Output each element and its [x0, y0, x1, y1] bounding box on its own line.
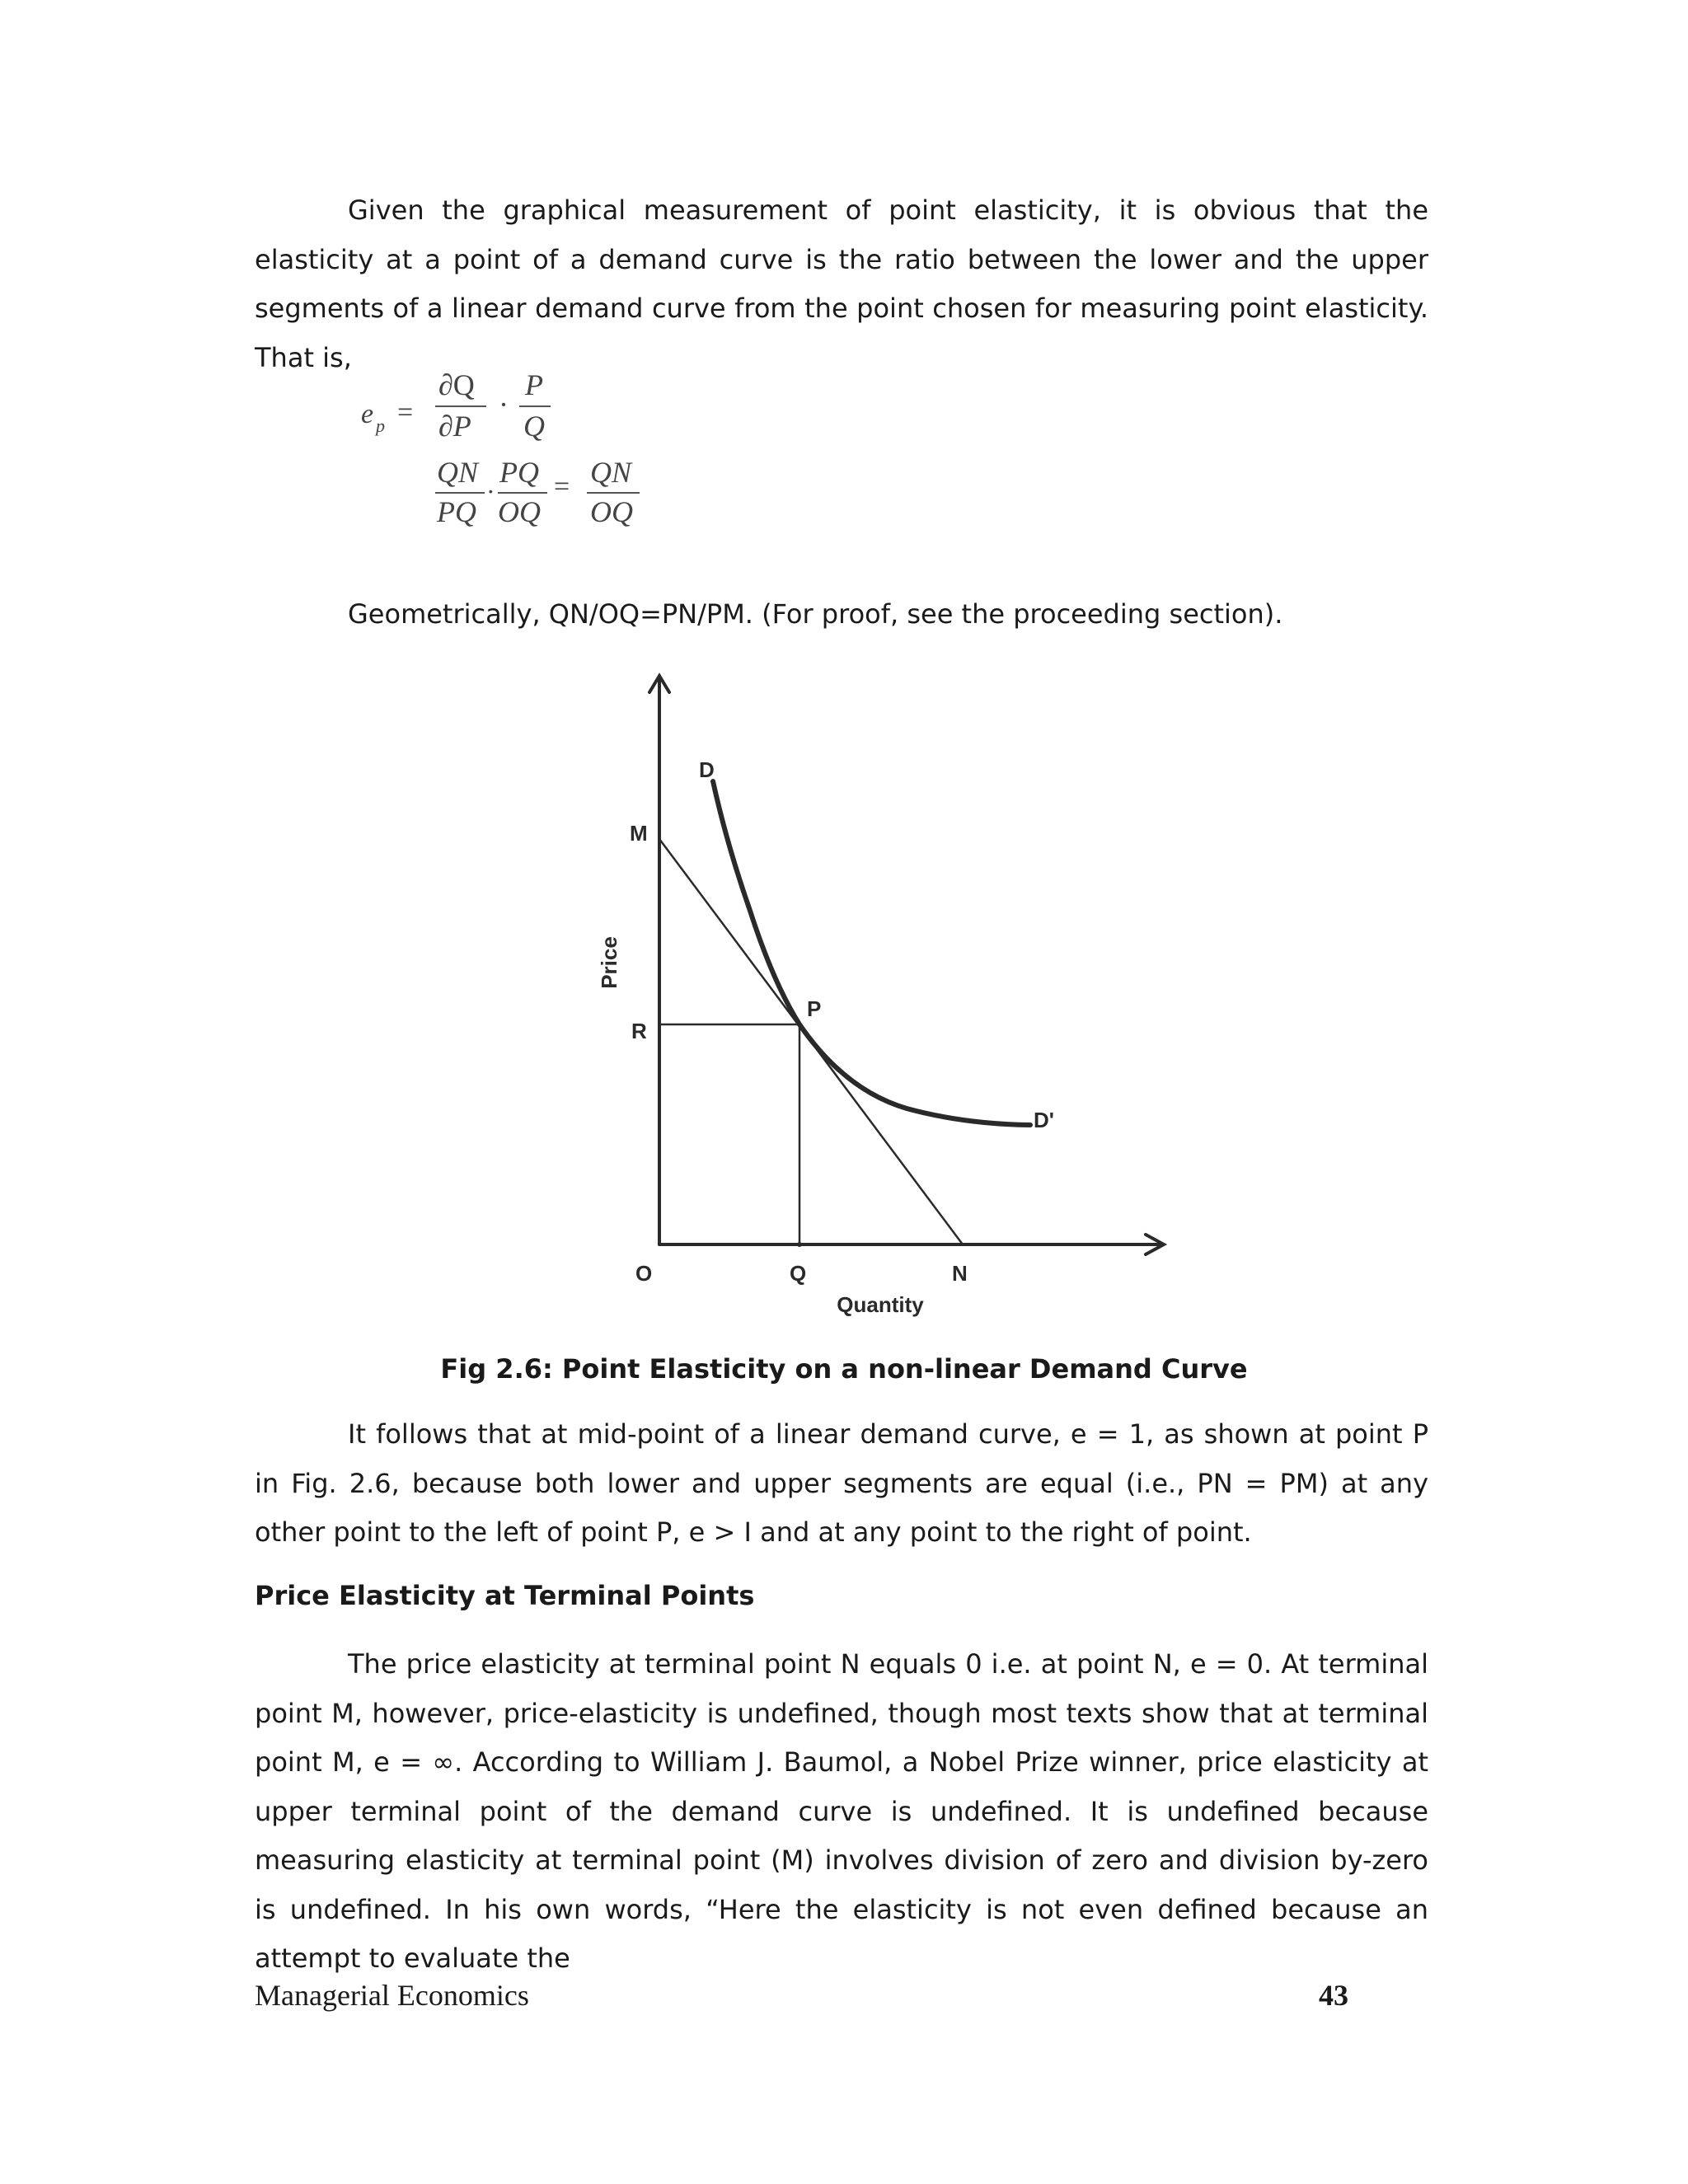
paragraph-geometric: Geometrically, QN/OQ=PN/PM. (For proof, see the proceeding section). — [348, 598, 1283, 630]
formula-fraction-5-denominator: OQ — [590, 495, 633, 528]
formula-lhs-subscript: p — [376, 415, 385, 436]
formula-fraction-1-denominator: ∂P — [438, 410, 471, 443]
paragraph-intro: Given the graphical measurement of point elasticity, it is obvious that the elasticity at a point of a demand curve is the ratio between the lower and the upper segments of a linear demand curve from the point chosen for measuring point elasticity. That is, — [255, 194, 1428, 373]
label-r: R — [631, 1019, 647, 1043]
formula-fraction-4-denominator: OQ — [498, 495, 541, 528]
formula-fraction-bar — [435, 405, 486, 407]
formula-fraction-bar — [498, 492, 547, 494]
formula-dot: · — [499, 388, 509, 421]
paragraph-terminal-points: The price elasticity at terminal point N equals 0 i.e. at point N, e = 0. At terminal point M, however, price-elasticity is undefined, though most texts show that at terminal point M, e = ∞. According to William J. Baumol, a Nobel Prize winner, price elasticity at upper terminal point of the demand curve is undefined. It is undefined because measuring elasticity at terminal point (M) involves division of zero and division by-zero is undefined. In his own words, “Here the elasticity is not even defined because an attempt to evaluate the — [255, 1648, 1428, 1974]
page-number: 43 — [1319, 1979, 1348, 2012]
formula-fraction-bar — [519, 405, 551, 407]
section-heading: Price Elasticity at Terminal Points — [255, 1580, 755, 1611]
label-d-prime: D' — [1034, 1108, 1054, 1132]
formula-fraction-3-denominator: PQ — [437, 495, 476, 528]
formula-fraction-3-numerator: QN — [437, 456, 479, 489]
formula-equals-2: = — [554, 471, 570, 502]
label-q: Q — [790, 1261, 807, 1286]
formula-fraction-4-numerator: PQ — [499, 456, 539, 489]
formula-equals: = — [397, 397, 414, 428]
footer-title: Managerial Economics — [255, 1979, 529, 2012]
paragraph-midpoint: It follows that at mid-point of a linear demand curve, e = 1, as shown at point P in Fig. 2.6, because both lower and upper segments are equal (i.e., PN = PM) at any other point to the left of point P, e > I and at any point to the right of point. — [255, 1418, 1428, 1548]
elasticity-formula — [354, 363, 668, 544]
x-axis-label: Quantity — [837, 1292, 924, 1317]
label-p: P — [807, 996, 822, 1021]
formula-fraction-1-numerator: ∂Q — [438, 368, 475, 401]
formula-fraction-2-denominator: Q — [523, 410, 545, 443]
formula-fraction-bar — [587, 492, 640, 494]
formula-dot: · — [486, 476, 495, 506]
label-o: O — [635, 1261, 653, 1286]
formula-fraction-2-numerator: P — [525, 368, 543, 401]
label-m: M — [630, 821, 648, 846]
formula-fraction-bar — [435, 492, 485, 494]
y-axis-label: Price — [597, 936, 621, 989]
formula-lhs: e — [361, 399, 374, 429]
formula-fraction-5-numerator: QN — [590, 456, 632, 489]
demand-curve-figure — [577, 659, 1187, 1335]
point-q-marker — [797, 1242, 802, 1247]
label-d: D — [699, 757, 715, 782]
figure-caption: Fig 2.6: Point Elasticity on a non-linear Demand Curve — [440, 1353, 1248, 1385]
label-n: N — [952, 1261, 968, 1286]
demand-curve — [713, 781, 1030, 1125]
